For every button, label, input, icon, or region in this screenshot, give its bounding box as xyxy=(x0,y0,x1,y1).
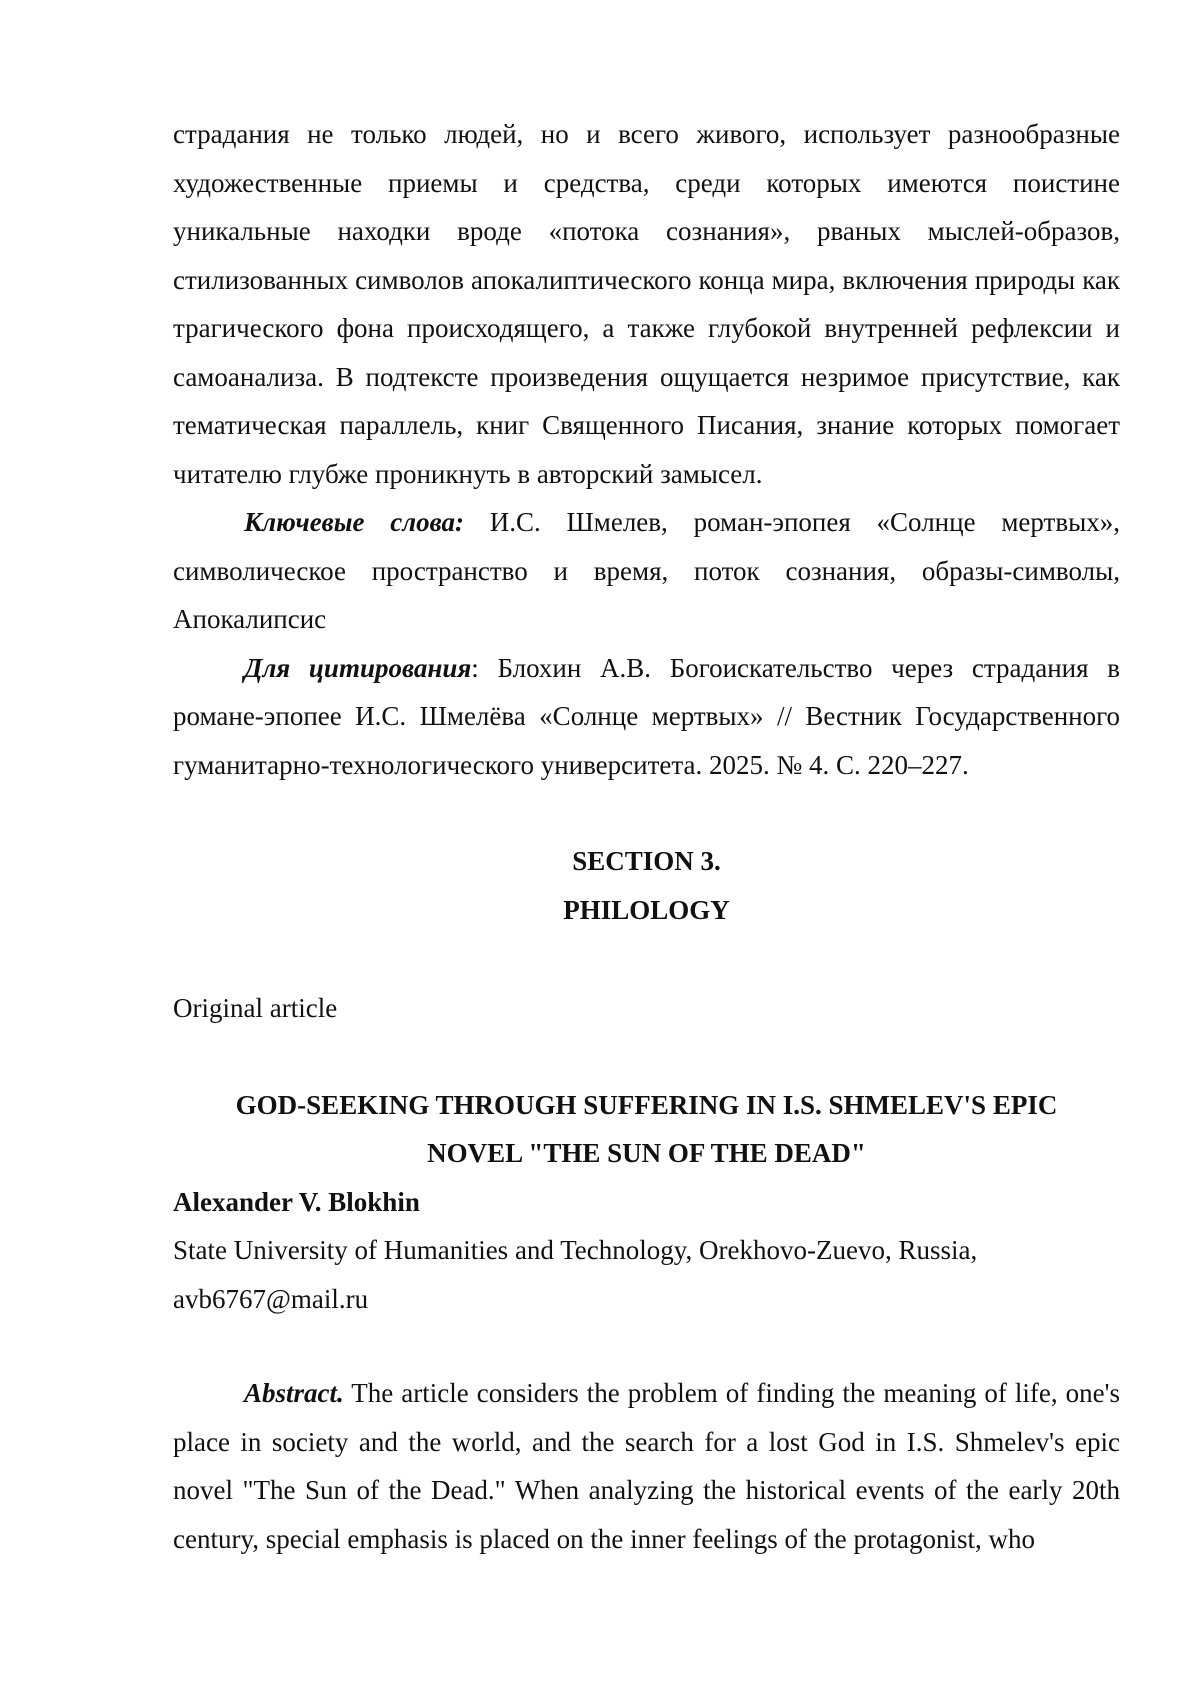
section-heading xyxy=(173,837,1120,934)
page-content xyxy=(173,110,1120,1563)
citation-ru-label: Для цитирования xyxy=(244,652,472,683)
author-affiliation: State University of Humanities and Technology, Orekhovo-Zuevo, Russia, xyxy=(173,1235,978,1265)
section-name: PHILOLOGY xyxy=(563,894,730,925)
citation-ru-text: : Блохин А.В. Богоискательство через страдания в романе-эпопее И.С. Шмелёва «Солнце мертвых» // Вестник Государственного гуманитарно-технологического университета. 2025. № 4. С. 220–227. xyxy=(173,652,1120,780)
author-email: avb6767@mail.ru xyxy=(173,1283,369,1314)
article-type: Original article xyxy=(173,993,338,1023)
keywords-ru-paragraph xyxy=(173,498,1120,644)
abstract-en-label: Abstract. xyxy=(244,1378,344,1408)
abstract-en-paragraph xyxy=(173,1369,1120,1563)
citation-ru-paragraph xyxy=(173,644,1120,790)
abstract-en-text: The article considers the problem of finding the meaning of life, one's place in society and the world, and the search for a lost God in I.S. Shmelev's epic novel "The Sun of the Dead." When analyzing the historical events of the early 20th century, special emphasis is placed on the inner feelings of the protagonist, who xyxy=(173,1378,1120,1554)
article-title-line-1: GOD-SEEKING THROUGH SUFFERING IN I.S. SHMELEV'S EPIC xyxy=(235,1089,1058,1120)
abstract-ru-continuation: страдания не только людей, но и всего живого, использует разнообразные художественные приемы и средства, среди которых имеются поистине уникальные находки вроде «потока сознания», рваных мыслей-образов, стилизованных символов апокалиптического конца мира, включения природы как трагического фона происходящего, а также глубокой внутренней рефлексии и самоанализа. В подтексте произведения ощущается незримое присутствие, как тематическая параллель, книг Священного Писания, знание которых помогает читателю глубже проникнуть в авторский замысел. xyxy=(173,119,1120,489)
keywords-ru-text: И.С. Шмелев, роман-эпопея «Солнце мертвых», символическое пространство и время, поток сознания, образы-символы, Апокалипсис xyxy=(173,507,1120,634)
article-title xyxy=(173,1081,1120,1178)
keywords-ru-label: Ключевые слова: xyxy=(244,507,464,537)
author-name: Alexander V. Blokhin xyxy=(173,1186,420,1217)
article-title-line-2: NOVEL "THE SUN OF THE DEAD" xyxy=(427,1138,866,1168)
section-number: SECTION 3. xyxy=(572,846,721,876)
